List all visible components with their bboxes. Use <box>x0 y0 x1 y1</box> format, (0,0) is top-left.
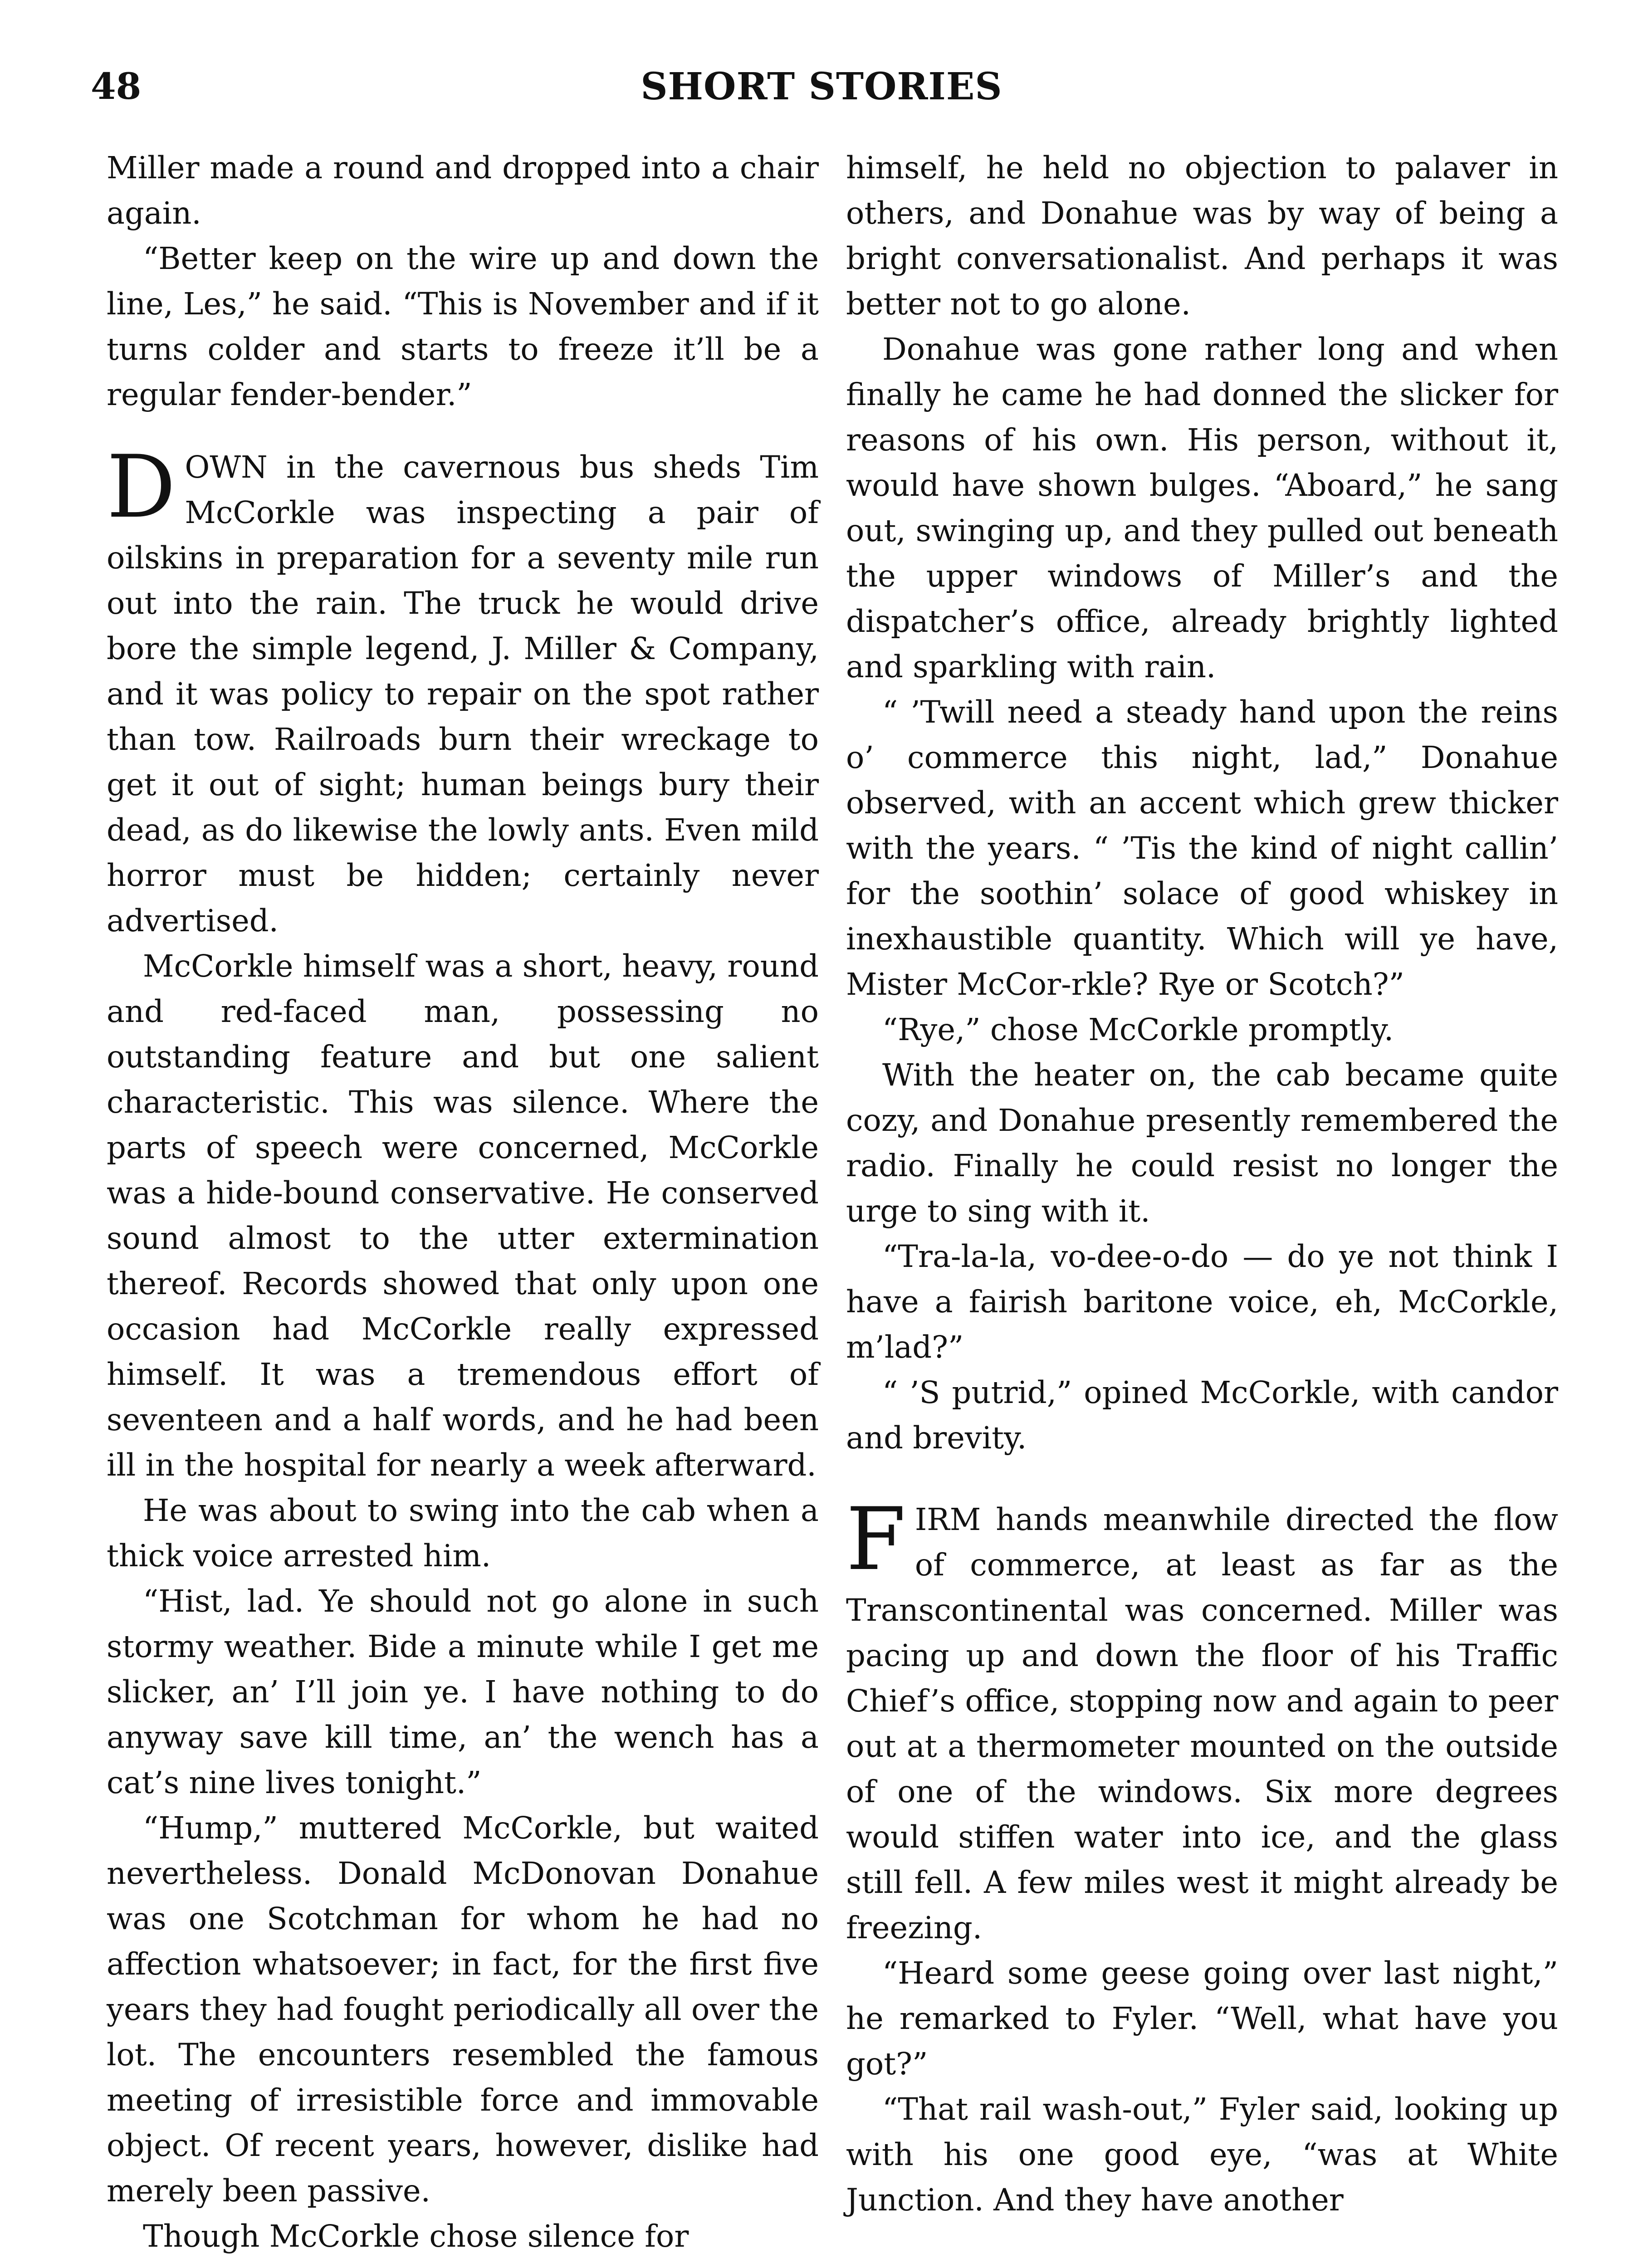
paragraph: “Hump,” muttered McCorkle, but waited nevertheless. Donald McDonovan Donahue was one Scotchman for whom he had no affection whatsoever; in fact, for the first five years they had fought periodically all over the lot. The encounters resembled the famous meeting of irresistible force and immovable object. Of recent years, however, dislike had merely been passive. <box>107 1810 819 2209</box>
paragraph: Though McCorkle chose silence for <box>143 2219 689 2254</box>
paragraph: “ ’Twill need a steady hand upon the reins o’ commerce this night, lad,” Donahue observed, with an accent which grew thicker with the years. “ ’Tis the kind of night callin’ for the soothin’ solace of good whiskey in inexhaustible quantity. Which will ye have, Mister McCor-rkle? Rye or Scotch?” <box>846 694 1558 1002</box>
paragraph: Donahue was gone rather long and when finally he came he had donned the slicker for reasons of his own. His person, without it, would have shown bulges. “Aboard,” he sang out, swinging up, and they pulled out beneath the upper windows of Miller’s and the dispatcher’s office, already brightly lighted and sparkling with rain. <box>846 332 1558 684</box>
paragraph: himself, he held no objection to palaver in others, and Donahue was by way of being a bright conversationalist. And perhaps it was better not to go alone. <box>846 150 1558 322</box>
paragraph-with-dropcap <box>846 1489 1558 1950</box>
paragraph: “ ’S putrid,” opined McCorkle, with candor and brevity. <box>846 1375 1558 1456</box>
drop-cap: D <box>107 437 176 537</box>
drop-cap: F <box>846 1489 906 1589</box>
paragraph: With the heater on, the cab became quite cozy, and Donahue presently remembered the radio. Finally he could resist no longer the urge to sing with it. <box>846 1057 1558 1229</box>
paragraph: Miller made a round and dropped into a chair again. <box>107 150 819 231</box>
paragraph: “Heard some geese going over last night,” he remarked to Fyler. “Well, what have you got?” <box>846 1955 1558 2082</box>
paragraph: “That rail wash-out,” Fyler said, looking up with his one good eye, “was at White Junction. And they have another <box>846 2092 1558 2218</box>
paragraph: McCorkle himself was a short, heavy, round and red-faced man, possessing no outstanding feature and but one salient characteristic. This was silence. Where the parts of speech were concerned, McCorkle was a hide-bound conservative. He conserved sound almost to the utter extermination thereof. Records showed that only upon one occasion had McCorkle really expressed himself. It was a tremendous effort of seventeen and a half words, and he had been ill in the hospital for nearly a week afterward. <box>107 948 819 1483</box>
paragraph: “Better keep on the wire up and down the line, Les,” he said. “This is November and if it turns colder and starts to freeze it’ll be a regular fender-bender.” <box>107 241 819 412</box>
paragraph: “Tra-la-la, vo-dee-o-do — do ye not think I have a fairish baritone voice, eh, McCorkle, m’lad?” <box>846 1239 1558 1365</box>
paragraph: “Hist, lad. Ye should not go alone in such stormy weather. Bide a minute while I get me slicker, an’ I’ll join ye. I have nothing to do anyway save kill time, an’ the wench has a cat’s nine lives tonight.” <box>107 1584 819 1800</box>
running-title: SHORT STORIES <box>641 65 1002 108</box>
right-column <box>846 145 1558 2223</box>
paragraph-text: OWN in the cavernous bus sheds Tim McCorkle was inspecting a pair of oilskins in preparation for a seventy mile run out into the rain. The truck he would drive bore the simple legend, J. Miller & Company, and it was policy to repair on the spot rather than tow. Railroads burn their wreckage to get it out of sight; human beings bury their dead, as do likewise the lowly ants. Even mild horror must be hidden; certainly never advertised. <box>107 450 819 938</box>
paragraph-text: IRM hands meanwhile directed the flow of commerce, at least as far as the Transcontinental was concerned. Miller was pacing up and down the floor of his Traffic Chief’s office, stopping now and again to peer out at a thermometer mounted on the outside of one of the windows. Six more degrees would stiffen water into ice, and the glass still fell. A few miles west it might already be freezing. <box>846 1502 1558 1945</box>
left-column <box>107 145 819 2259</box>
paragraph: He was about to swing into the cab when a thick voice arrested him. <box>107 1493 819 1574</box>
paragraph-with-dropcap <box>107 437 819 943</box>
page-number: 48 <box>91 65 142 108</box>
paragraph: “Rye,” chose McCorkle promptly. <box>882 1012 1394 1047</box>
